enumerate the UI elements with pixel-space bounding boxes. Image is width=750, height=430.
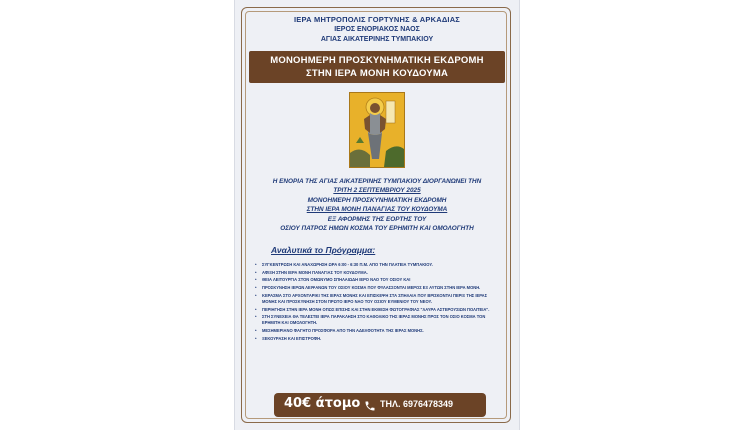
bullet-icon: • [255, 285, 257, 291]
saint-icon-image [349, 92, 405, 168]
metropolis-name: ΙΕΡΑ ΜΗΤΡΟΠΟΛΙΣ ΓΟΡΤΥΝΗΣ & ΑΡΚΑΔΙΑΣ [293, 15, 461, 24]
bullet-icon: • [255, 292, 257, 298]
phone-icon [364, 399, 376, 417]
church-name: ΑΓΙΑΣ ΑΙΚΑΤΕΡΙΝΗΣ ΤΥΜΠΑΚΙΟΥ [320, 36, 434, 43]
list-item: • ΣΤΗ ΣΥΝΕΧΕΙΑ ΘΑ ΤΕΛΕΣΤΕΙ ΙΕΡΑ ΠΑΡΑΚΛΗΣΗ ΣΤΟ ΚΑΘΟΛΙΚΟ ΤΗΣ ΙΕΡΑΣ ΜΟΝΗΣ ΠΡΟΣ ΤΟΝ ΟΣΙΟ ΚΟΣΜΑ ΤΟΝ ΕΡΗΜΙΤΗ ΚΑΙ ΟΜΟΛΟΓΗΤΗ. [255, 314, 486, 326]
list-item: • ΠΕΡΙΗΓΗΣΗ ΣΤΗΝ ΙΕΡΑ ΜΟΝΗ ΟΠΩΣ ΕΠΙΣΗΣ ΚΑΙ ΣΤΗΝ ΕΚΘΕΣΗ ΦΩΤΟΓΡΑΦΙΑΣ "ΛΑΥΡΑ ΑΣΤΕΡΟΥΣΙΩΝ ΠΟΛΙΤΕΙΑ". [255, 306, 490, 312]
saint-figure-icon [350, 93, 404, 167]
title-banner [249, 51, 505, 83]
bullet-icon: • [255, 306, 257, 312]
event-description: Η ΕΝΟΡΙΑ ΤΗΣ ΑΓΙΑΣ ΑΙΚΑΤΕΡΙΝΗΣ ΤΥΜΠΑΚΙΟΥ ΔΙΟΡΓΑΝΩΝΕΙ ΤΗΝ ΤΡΙΤΗ 2 ΣΕΠΤΕΜΒΡΙΟΥ 2025 ΜΟΝΟΗΜΕΡΗ ΠΡΟΣΚΥΝΗΜΑΤΙΚΗ ΕΚΔΡΟΜΗ ΣΤΗΝ ΙΕΡΑ ΜΟΝΗ ΠΑΝΑΓΙΑΣ ΤΟΥ ΚΟΥΔΟΥΜΑ ΕΞ ΑΦΟΡΜΗΣ ΤΗΣ ΕΟΡΤΗΣ ΤΟΥ ΟΣΙΟΥ ΠΑΤΡΟΣ ΗΜΩΝ ΚΟΣΜΑ ΤΟΥ ΕΡΗΜΙΤΗ ΚΑΙ ΟΜΟΛΟΓΗΤΗ [235, 177, 519, 233]
left-margin [0, 0, 230, 430]
banner-line-1: ΜΟΝΟΗΜΕΡΗ ΠΡΟΣΚΥΝΗΜΑΤΙΚΗ ΕΚΔΡΟΜΗ [270, 55, 484, 66]
bullet-icon: • [255, 277, 257, 283]
program-title: Αναλυτικά το Πρόγραμμα: [271, 245, 376, 255]
right-margin [522, 0, 750, 430]
list-item: • ΚΕΡΑΣΜΑ ΣΤΟ ΑΡΧΟΝΤΑΡΙΚΙ ΤΗΣ ΙΕΡΑΣ ΜΟΝΗΣ ΚΑΙ ΕΠΙΣΚΕΨΗ ΣΤΑ ΣΠΗΛΑΙΑ ΠΟΥ ΒΡΙΣΚΟΝΤΑΙ ΠΕΡΙΞ ΤΗΣ ΙΕΡΑΣ ΜΟΝΗΣ ΚΑΙ ΠΡΟΣΚΥΝΗΣΗ ΣΤΟΝ ΠΡΩΤΟ ΙΕΡΟ ΝΑΟ ΤΟΥ ΟΣΙΟΥ ΕΥΜΕΝΙΟΥ ΤΟΥ ΝΕΟΥ. [255, 292, 488, 304]
bullet-icon: • [255, 269, 257, 275]
bullet-icon: • [255, 328, 257, 333]
program-list [255, 262, 503, 343]
price-per-person: 40€ άτομο [284, 396, 361, 411]
list-item: • ΣΥΓΚΕΝΤΡΩΣΗ ΚΑΙ ΑΝΑΧΩΡΗΣΗ ΩΡΑ 6:00 - 6:30 Π.Μ. ΑΠΟ ΤΗΝ ΠΛΑΤΕΙΑ ΤΥΜΠΑΚΙΟΥ. [255, 262, 433, 267]
event-poster [234, 0, 520, 430]
bullet-icon: • [255, 314, 257, 320]
banner-line-2: ΣΤΗΝ ΙΕΡΑ ΜΟΝΗ ΚΟΥΔΟΥΜΑ [305, 68, 449, 79]
list-item: • ΜΕΣΗΜΕΡΙΑΝΟ ΦΑΓΗΤΟ ΠΡΟΣΦΟΡΑ ΑΠΟ ΤΗΝ ΑΔΕΛΦΟΤΗΤΑ ΤΗΣ ΙΕΡΑΣ ΜΟΝΗΣ. [255, 328, 424, 333]
church-type: ΙΕΡΟΣ ΕΝΟΡΙΑΚΟΣ ΝΑΟΣ [334, 26, 420, 33]
list-item: • ΞΕΚΟΥΡΑΣΗ ΚΑΙ ΕΠΙΣΤΡΟΦΗ. [255, 335, 322, 341]
event-destination: ΣΤΗΝ ΙΕΡΑ ΜΟΝΗ ΠΑΝΑΓΙΑΣ ΤΟΥ ΚΟΥΔΟΥΜΑ [306, 206, 448, 214]
phone-number[interactable]: ΤΗΛ. 6976478349 [380, 399, 454, 409]
list-item: • ΠΡΟΣΚΥΝΗΣΗ ΙΕΡΩΝ ΛΕΙΨΑΝΩΝ ΤΟΥ ΟΣΙΟΥ ΚΟΣΜΑ ΠΟΥ ΦΥΛΑΣΣΟΝΤΑΙ ΜΕΡΟΣ ΕΞ ΑΥΤΩΝ ΣΤΗΝ ΙΕΡΑ ΜΟΝΗ. [255, 285, 481, 291]
price-banner [274, 393, 486, 417]
event-date: ΤΡΙΤΗ 2 ΣΕΠΤΕΜΒΡΙΟΥ 2025 [333, 187, 421, 195]
list-item: • ΑΦΙΞΗ ΣΤΗΝ ΙΕΡΑ ΜΟΝΗ ΠΑΝΑΓΙΑΣ ΤΟΥ ΚΟΥΔΟΥΜΑ. [255, 269, 368, 275]
bullet-icon: • [255, 262, 257, 267]
bullet-icon: • [255, 335, 257, 341]
poster-header [235, 14, 519, 45]
list-item: • ΘΕΙΑ ΛΕΙΤΟΥΡΓΙΑ ΣΤΟΝ ΟΜΩΝΥΜΟ ΣΠΗΛΑΙΩΔΗ ΙΕΡΟ ΝΑΟ ΤΟΥ ΟΣΙΟΥ ΚΑΙ [255, 277, 411, 283]
